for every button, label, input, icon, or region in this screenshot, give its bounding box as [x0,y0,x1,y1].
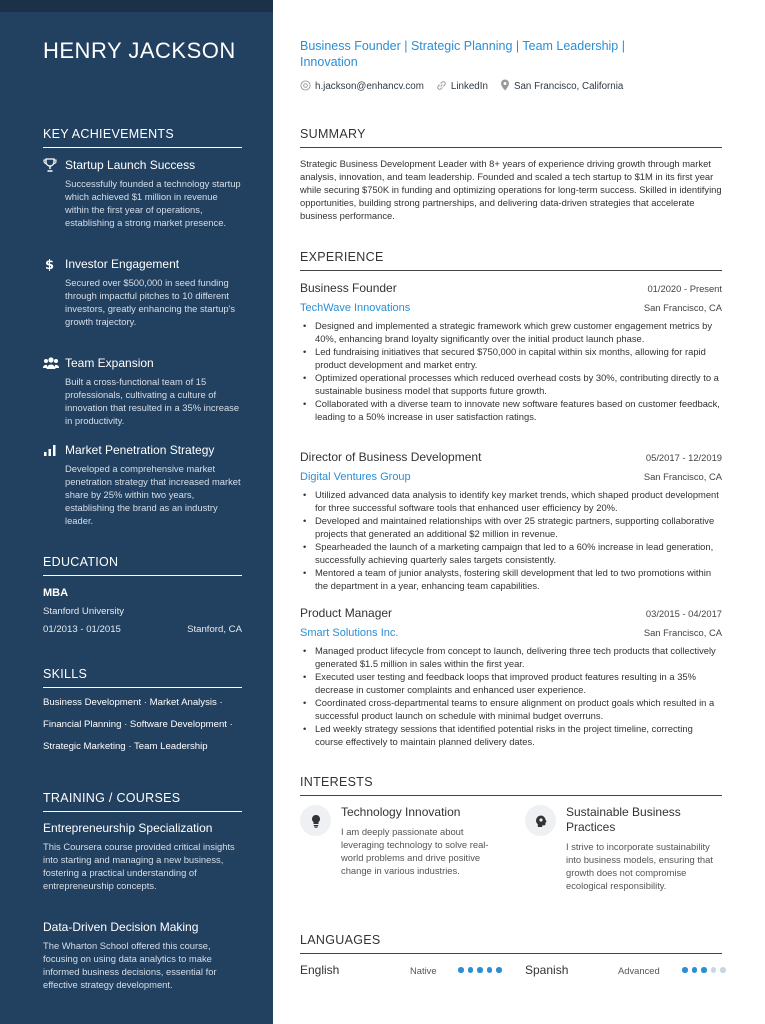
job-bullet: • Collaborated with a diverse team to innovate new software features based on customer feedback, leading to a 50% increase in user satisfaction ratings. [300,397,722,423]
course-description: This Coursera course provided critical insights into starting and managing a new business, fostering a practical understanding of entrepreneurship concepts. [43,841,235,891]
achievement-description: Successfully founded a technology startup which achieved $1 million in revenue within the first year of operations, establishing a strong market presence. [65,178,241,228]
summary-heading: SUMMARY [300,127,722,148]
job-dates: 03/2015 - 04/2017 [645,608,722,619]
interest-description: I strive to incorporate sustainability into business models, ensuring that growth does not compromise ecological responsibility. [566,841,713,891]
trophy-icon [43,158,57,172]
languages-heading: LANGUAGES [300,933,722,954]
job-location: San Francisco, CA [643,302,722,313]
course-title: Entrepreneurship Specialization [43,821,213,835]
lightbulb-icon [300,805,331,836]
achievements-list [43,158,242,526]
language-level: Advanced [618,965,660,976]
brain-icon [525,805,556,836]
job-company[interactable]: Smart Solutions Inc. [300,627,399,639]
training-section [43,791,242,1001]
contact-row [300,79,635,94]
job-bullet: • Spearheaded the launch of a marketing campaign that led to a 60% increase in lead generation, successfully achieving quarterly sales targets consistently. [300,540,722,566]
language-item [300,963,497,977]
education-meta [43,624,242,635]
email-text: h.jackson@enhancv.com [315,81,424,92]
job-bullet: • Mentored a team of junior analysts, fostering skill development that led to two promotions within the department in a year, enhancing team capabilities. [300,566,722,592]
sidebar [0,0,273,1024]
job-title: Business Founder [300,281,397,295]
proficiency-dot-empty [711,967,717,973]
skills-line: Financial Planning · Software Development · [43,719,233,730]
job-bullet: • Executed user testing and feedback loops that improved product features resulting in a 35% decrease in customer complaints and enhanced user experience. [300,670,722,696]
summary-text: Strategic Business Development Leader with 8+ years of experience driving growth through market analysis, innovation, and team leadership. Founded and scaled a tech startup to $1M in its first year while securing $750K in funding and optimizing operations for long-term success. Skilled in identifying opportunities, building strong partnerships, and delivering data-driven strategies that accelerate business performance. [300,158,722,221]
job-entry [300,450,722,592]
job-bullet: • Developed and maintained relationships with over 25 strategic partners, supporting collaborative projects that generated an additional $2 million in revenue. [300,514,722,540]
skills-line: Strategic Marketing · Team Leadership [43,741,208,752]
language-item [525,963,722,977]
achievement-title: Investor Engagement [65,257,180,271]
users-icon [43,356,57,370]
achievement-title: Market Penetration Strategy [65,443,215,457]
job-bullet: • Led weekly strategy sessions that identified potential risks in the project timeline, correcting course effectively to maintain planned delivery dates. [300,722,722,748]
achievement-description: Secured over $500,000 in seed funding through impactful pitches to 10 different investors, greatly enhancing the startup's growth trajectory. [65,277,236,327]
interest-title: Technology Innovation [341,805,461,819]
proficiency-dot-empty [720,967,726,973]
proficiency-dot-filled [487,967,493,973]
key-achievements-section [43,127,242,148]
education-heading: EDUCATION [43,555,242,576]
education-dates: 01/2013 - 01/2015 [43,624,121,635]
job-title: Director of Business Development [300,450,482,464]
language-level: Native [410,965,437,976]
at-icon [300,80,315,94]
location-text: San Francisco, California [513,81,624,92]
education-section [43,555,242,635]
link-icon [436,80,451,94]
achievement-description: Developed a comprehensive market penetration strategy that increased market share by 25% within two years, establishing the brand as an industry leader. [65,463,241,526]
language-name: Spanish [525,963,569,977]
svg-text:$: $ [45,258,55,271]
job-bullets [300,488,722,592]
proficiency-dot-filled [682,967,688,973]
skills-line: Business Development · Market Analysis · [43,697,223,708]
job-entry [300,606,722,748]
dollar-icon [43,257,57,271]
contact-location [500,79,623,94]
contact-linkedin[interactable] [436,80,488,94]
location-pin-icon [500,79,514,94]
job-bullet: • Managed product lifecycle from concept to launch, delivering three tech products that collectively generated $1.5 million in sales within the first year. [300,644,722,670]
course-title: Data-Driven Decision Making [43,920,199,934]
job-bullet: • Designed and implemented a strategic framework which grew customer engagement metrics by 40%, enhancing brand loyalty significantly over the initial product launch phase. [300,319,722,345]
language-name: English [300,963,340,977]
linkedin-text: LinkedIn [450,81,488,92]
course-description: The Wharton School offered this course, focusing on using data analytics to make informed business decisions, essential for effective strategy development. [43,940,217,990]
interest-description: I am deeply passionate about leveraging technology to solve real-world problems and drive positive change in various industries. [341,826,489,876]
headline: Business Founder | Strategic Planning | Team Leadership | Innovation [300,39,625,69]
education-school: Stanford University [43,606,125,617]
proficiency-dot-filled [692,967,698,973]
proficiency-dot-filled [496,967,502,973]
job-bullet: • Led fundraising initiatives that secured $750,000 in capital within six months, allowing for rapid product development and market entry. [300,345,722,371]
training-heading: TRAINING / COURSES [43,791,242,812]
job-bullet: • Optimized operational processes which reduced overhead costs by 30%, contributing directly to a sustainable business model that supports future growth. [300,371,722,397]
key-achievements-heading: KEY ACHIEVEMENTS [43,127,242,148]
job-dates: 05/2017 - 12/2019 [645,452,722,463]
job-location: San Francisco, CA [643,627,722,638]
candidate-name: HENRY JACKSON [43,38,236,63]
job-title: Product Manager [300,606,393,620]
job-entry [300,281,722,423]
experience-heading: EXPERIENCE [300,250,722,271]
job-location: San Francisco, CA [643,471,722,482]
sidebar-top-bar [0,0,273,12]
interest-title: Sustainable Business Practices [566,805,681,834]
job-bullet: • Coordinated cross-departmental teams to ensure alignment on product goals which resulted in a successful product launch on schedule with minimal budget overruns. [300,696,722,722]
course-item [43,821,242,892]
proficiency-dot-filled [458,967,464,973]
language-proficiency-dots [458,967,506,973]
language-proficiency-dots [682,967,730,973]
proficiency-dot-filled [468,967,474,973]
achievement-description: Built a cross-functional team of 15 professionals, cultivating a culture of innovation that resulted in a 35% increase in productivity. [65,376,240,426]
education-degree: MBA [43,587,69,599]
achievement-title: Team Expansion [65,356,154,370]
course-item [43,920,242,991]
skills-section [43,667,242,767]
bar-chart-icon [43,443,57,457]
proficiency-dot-filled [477,967,483,973]
education-location: Stanford, CA [187,624,242,635]
job-company[interactable]: Digital Ventures Group [300,471,411,483]
job-dates: 01/2020 - Present [647,283,722,294]
job-company[interactable]: TechWave Innovations [300,302,411,314]
interests-heading: INTERESTS [300,775,722,796]
proficiency-dot-filled [701,967,707,973]
contact-email[interactable] [300,80,424,94]
skills-heading: SKILLS [43,667,242,688]
job-bullets [300,319,722,423]
job-bullet: • Utilized advanced data analysis to identify key market trends, which shaped product development for three successful software tools that enhanced user efficiency by 20%. [300,488,722,514]
job-bullets [300,644,722,748]
achievement-title: Startup Launch Success [65,158,196,172]
